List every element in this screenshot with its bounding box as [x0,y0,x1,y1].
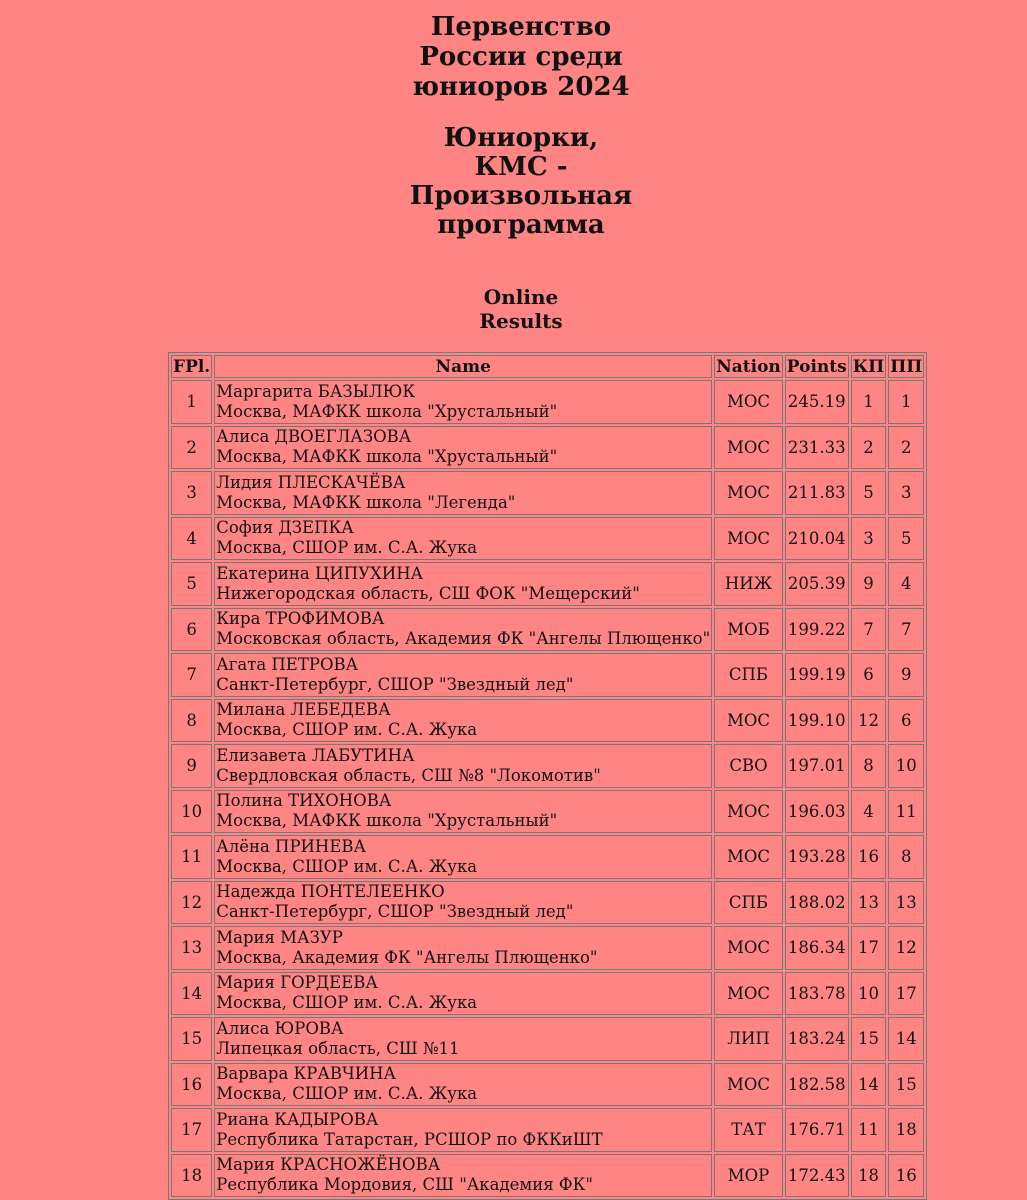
skater-club: Республика Татарстан, РСШОР по ФККиШТ [216,1129,603,1149]
place-cell: 6 [171,608,212,652]
points-cell: 183.24 [785,1017,849,1061]
nation-cell: МОС [714,699,783,743]
table-row [171,835,924,879]
skater-club: Москва, СШОР им. С.А. Жука [216,993,478,1013]
nation-cell: СПБ [714,653,783,697]
place-cell: 17 [171,1108,212,1152]
points-cell: 199.19 [785,653,849,697]
kp-cell: 17 [851,926,887,970]
points-cell: 182.58 [785,1063,849,1107]
place-cell: 1 [171,380,212,424]
column-header-pp: ПП [890,356,923,377]
table-row [171,926,924,970]
place-cell: 3 [171,471,212,515]
pp-cell: 7 [888,608,924,652]
table-row [171,517,924,561]
place-cell: 2 [171,426,212,470]
kp-cell: 2 [851,426,887,470]
kp-cell: 18 [851,1154,887,1198]
points-cell: 211.83 [785,471,849,515]
place-cell: 5 [171,562,212,606]
skater-club: Московская область, Академия ФК "Ангелы Плющенко" [216,629,711,649]
skater-name: Мария МАЗУР [216,927,343,947]
pp-cell: 17 [888,972,924,1016]
points-cell: 186.34 [785,926,849,970]
kp-cell: 1 [851,380,887,424]
pp-cell: 9 [888,653,924,697]
name-cell [214,881,712,925]
pp-cell: 14 [888,1017,924,1061]
points-cell: 245.19 [785,380,849,424]
points-cell: 210.04 [785,517,849,561]
skater-name: Алёна ПРИНЕВА [216,836,366,856]
name-cell [214,517,712,561]
skater-name: Милана ЛЕБЕДЕВА [216,700,391,720]
column-header-place: FPl. [173,356,211,377]
name-cell [214,380,712,424]
skater-name: Агата ПЕТРОВА [216,654,359,674]
skater-name: Алиса ЮРОВА [216,1018,344,1038]
place-cell: 9 [171,744,212,788]
place-cell: 4 [171,517,212,561]
nation-cell: МОС [714,380,783,424]
skater-name: Мария КРАСНОЖЁНОВА [216,1155,441,1175]
kp-cell: 16 [851,835,887,879]
online-results-heading [0,285,1027,333]
skater-name: София ДЗЕПКА [216,518,354,538]
skater-name: Надежда ПОНТЕЛЕЕНКО [216,882,445,902]
pp-cell: 4 [888,562,924,606]
kp-cell: 9 [851,562,887,606]
points-cell: 193.28 [785,835,849,879]
nation-cell: НИЖ [714,562,783,606]
kp-cell: 5 [851,471,887,515]
skater-club: Липецкая область, СШ №11 [216,1038,460,1058]
name-cell [214,471,712,515]
table-row [171,1017,924,1061]
pp-cell: 16 [888,1154,924,1198]
skater-club: Москва, МАФКК школа "Хрустальный" [216,401,558,421]
points-cell: 196.03 [785,790,849,834]
results-table [168,352,927,1200]
kp-cell: 6 [851,653,887,697]
skater-club: Москва, МАФКК школа "Хрустальный" [216,447,558,467]
online-line: Online [483,285,559,309]
nation-cell: ТАТ [714,1108,783,1152]
skater-name: Маргарита БАЗЫЛЮК [216,381,416,401]
pp-cell: 3 [888,471,924,515]
pp-cell: 15 [888,1063,924,1107]
skater-name: Кира ТРОФИМОВА [216,609,385,629]
nation-cell: ЛИП [714,1017,783,1061]
skater-club: Свердловская область, СШ №8 "Локомотив" [216,765,601,785]
points-cell: 188.02 [785,881,849,925]
name-cell [214,653,712,697]
name-cell [214,835,712,879]
title-line: России среди [419,42,623,72]
table-row [171,1108,924,1152]
skater-club: Республика Мордовия, СШ "Академия ФК" [216,1175,593,1195]
name-cell [214,1017,712,1061]
pp-cell: 6 [888,699,924,743]
table-row [171,790,924,834]
nation-cell: МОС [714,471,783,515]
table-row [171,562,924,606]
points-cell: 172.43 [785,1154,849,1198]
nation-cell: МОС [714,926,783,970]
category-line: программа [437,210,605,240]
pp-cell: 1 [888,380,924,424]
place-cell: 11 [171,835,212,879]
points-cell: 197.01 [785,744,849,788]
table-row [171,699,924,743]
points-cell: 205.39 [785,562,849,606]
skater-name: Елизавета ЛАБУТИНА [216,745,415,765]
points-cell: 199.10 [785,699,849,743]
name-cell [214,972,712,1016]
place-cell: 18 [171,1154,212,1198]
skater-club: Москва, СШОР им. С.А. Жука [216,856,478,876]
skater-name: Мария ГОРДЕЕВА [216,973,378,993]
nation-cell: МОС [714,972,783,1016]
name-cell [214,1063,712,1107]
nation-cell: МОР [714,1154,783,1198]
skater-club: Москва, СШОР им. С.А. Жука [216,720,478,740]
pp-cell: 12 [888,926,924,970]
kp-cell: 11 [851,1108,887,1152]
skater-club: Санкт-Петербург, СШОР "Звездный лед" [216,902,574,922]
name-cell [214,744,712,788]
points-cell: 183.78 [785,972,849,1016]
nation-cell: МОС [714,835,783,879]
points-cell: 231.33 [785,426,849,470]
table-row [171,426,924,470]
place-cell: 16 [171,1063,212,1107]
category-line: Произвольная [409,181,633,211]
place-cell: 8 [171,699,212,743]
skater-club: Москва, СШОР им. С.А. Жука [216,538,478,558]
table-row [171,972,924,1016]
name-cell [214,1108,712,1152]
pp-cell: 18 [888,1108,924,1152]
nation-cell: МОС [714,517,783,561]
points-cell: 199.22 [785,608,849,652]
skater-name: Алиса ДВОЕГЛАЗОВА [216,427,412,447]
skater-club: Москва, МАФКК школа "Легенда" [216,492,516,512]
kp-cell: 8 [851,744,887,788]
nation-cell: МОС [714,426,783,470]
pp-cell: 2 [888,426,924,470]
name-cell [214,790,712,834]
table-row [171,1154,924,1198]
points-cell: 176.71 [785,1108,849,1152]
table-row [171,608,924,652]
page-title [0,12,1027,102]
name-cell [214,1154,712,1198]
skater-name: Лидия ПЛЕСКАЧЁВА [216,472,406,492]
skater-name: Риана КАДЫРОВА [216,1109,379,1129]
column-header-kp: КП [852,356,885,377]
kp-cell: 7 [851,608,887,652]
title-line: юниоров 2024 [412,72,630,102]
table-row [171,1063,924,1107]
nation-cell: МОС [714,1063,783,1107]
column-header-points: Points [786,356,847,377]
kp-cell: 13 [851,881,887,925]
name-cell [214,608,712,652]
column-header-nation: Nation [716,356,781,377]
category-line: Юниорки, [443,123,599,153]
skater-club: Нижегородская область, СШ ФОК "Мещерский" [216,583,640,603]
category-title [0,124,1027,240]
table-row [171,881,924,925]
results-body [171,380,924,1197]
skater-club: Москва, МАФКК школа "Хрустальный" [216,811,558,831]
place-cell: 12 [171,881,212,925]
pp-cell: 13 [888,881,924,925]
pp-cell: 11 [888,790,924,834]
table-row [171,653,924,697]
kp-cell: 15 [851,1017,887,1061]
name-cell [214,926,712,970]
name-cell [214,426,712,470]
kp-cell: 14 [851,1063,887,1107]
skater-name: Полина ТИХОНОВА [216,791,392,811]
table-row [171,471,924,515]
category-line: КМС - [474,152,568,182]
table-row [171,380,924,424]
kp-cell: 4 [851,790,887,834]
skater-club: Москва, СШОР им. С.А. Жука [216,1084,478,1104]
place-cell: 15 [171,1017,212,1061]
place-cell: 14 [171,972,212,1016]
place-cell: 7 [171,653,212,697]
nation-cell: СПБ [714,881,783,925]
nation-cell: МОС [714,790,783,834]
table-row [171,744,924,788]
nation-cell: СВО [714,744,783,788]
column-header-name: Name [214,355,712,378]
skater-club: Москва, Академия ФК "Ангелы Плющенко" [216,947,598,967]
kp-cell: 12 [851,699,887,743]
pp-cell: 8 [888,835,924,879]
online-line: Results [479,309,563,333]
skater-name: Варвара КРАВЧИНА [216,1064,397,1084]
skater-club: Санкт-Петербург, СШОР "Звездный лед" [216,674,574,694]
table-header-row [171,355,924,378]
skater-name: Екатерина ЦИПУХИНА [216,563,424,583]
title-line: Первенство [430,12,612,42]
pp-cell: 10 [888,744,924,788]
name-cell [214,699,712,743]
kp-cell: 10 [851,972,887,1016]
kp-cell: 3 [851,517,887,561]
place-cell: 13 [171,926,212,970]
nation-cell: МОБ [714,608,783,652]
pp-cell: 5 [888,517,924,561]
name-cell [214,562,712,606]
place-cell: 10 [171,790,212,834]
